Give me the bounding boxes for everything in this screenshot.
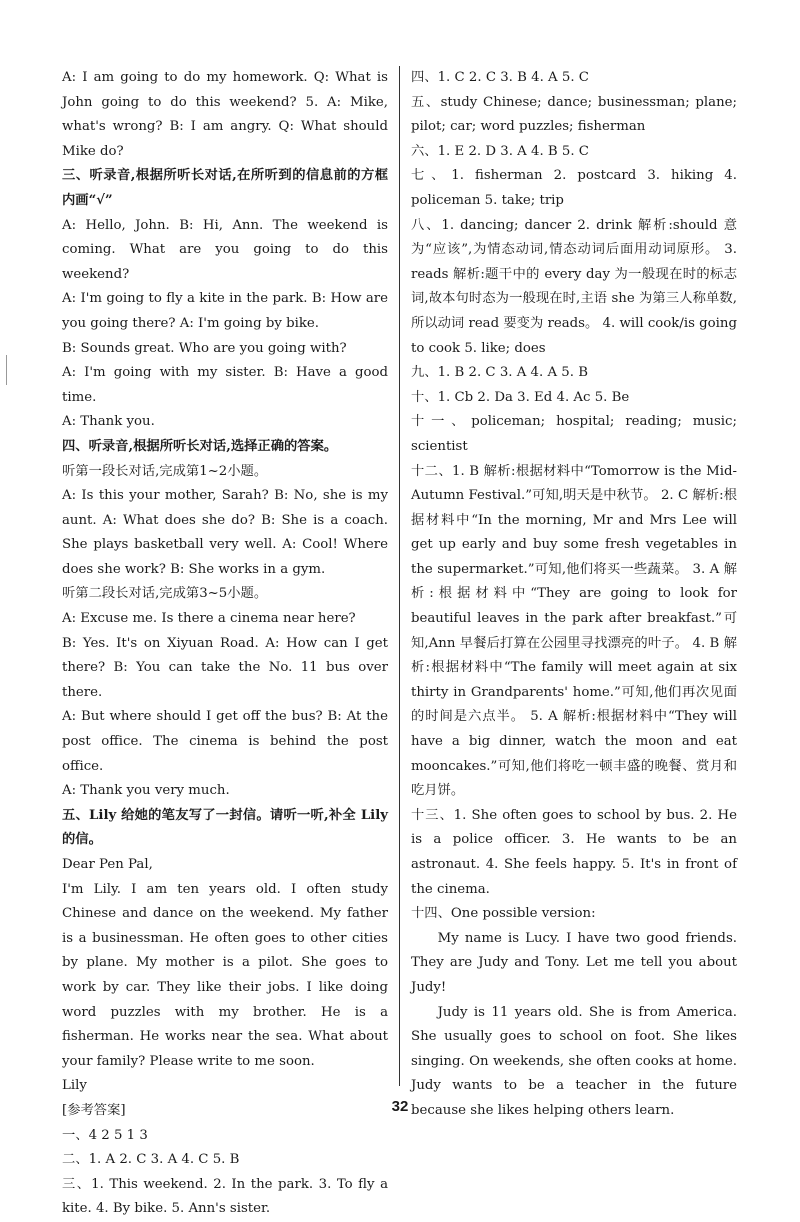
answer-line-9: 九、1. B 2. C 3. A 4. A 5. B	[411, 365, 588, 381]
answer-key-heading: [参考答案]	[62, 1102, 126, 1118]
answer-line-4: 四、1. C 2. C 3. B 4. A 5. C	[411, 70, 589, 85]
letter-greeting: Dear Pen Pal,	[62, 857, 153, 872]
left-line-14: A: Thank you very much.	[62, 783, 230, 799]
answer-line-10: 十、1. Cb 2. Da 3. Ed 4. Ac 5. Be	[411, 389, 630, 405]
left-line-0: A: I am going to do my homework. Q: What is John going to do this weekend? 5. A: Mike, what's wrong? B: I am angry. Q: What should Mike do?	[62, 70, 388, 159]
section-heading-3: 三、听录音,根据所听长对话,在所听到的信息前的方框内画“√”	[62, 168, 388, 208]
essay-paragraph-2: Judy is 11 years old. She is from America. She usually goes to school on foot. She likes singing. On weekends, she often cooks at home. Judy wants to be a teacher in the future because she likes helping others learn.	[411, 1004, 737, 1118]
left-line-11: A: Excuse me. Is there a cinema near here?	[62, 611, 356, 627]
left-line-13: A: But where should I get off the bus? B: At the post office. The cinema is behind the post office.	[62, 709, 388, 774]
left-line-8: 听第一段长对话,完成第1~2小题。	[62, 463, 268, 479]
right-column	[411, 66, 737, 1124]
letter-signature: Lily	[62, 1078, 87, 1094]
answer-line-5: 五、study Chinese; dance; businessman; plane; pilot; car; word puzzles; fisherman	[411, 94, 737, 135]
answer-line-13: 十三、1. She often goes to school by bus. 2. He is a police officer. 3. He wants to be an astronaut. 4. She feels happy. 5. It's in front of the cinema.	[411, 807, 737, 897]
left-line-10: 听第二段长对话,完成第3~5小题。	[62, 586, 268, 602]
left-line-3: A: I'm going to fly a kite in the park. B: How are you going there? A: I'm going by bike.	[62, 291, 388, 331]
left-line-12: B: Yes. It's on Xiyuan Road. A: How can I get there? B: You can take the No. 11 bus over there.	[62, 635, 388, 700]
section-heading-5: 五、Lily 给她的笔友写了一封信。请听一听,补全 Lily 的信。	[62, 807, 388, 848]
left-column	[62, 66, 388, 1222]
answer-line-11: 十一、policeman; hospital; reading; music; scientist	[411, 414, 737, 454]
left-line-4: B: Sounds great. Who are you going with?	[62, 340, 347, 356]
answer-line-12: 十二、1. B 解析:根据材料中“Tomorrow is the Mid-Autumn Festival.”可知,明天是中秋节。 2. C 解析:根据材料中“In the morning, Mr and Mrs Lee will get up early and buy some fresh vegetables in the supermarket.”可知,他们将买一些蔬菜。 3. A 解析:根据材料中“They are going to look for beautiful leaves in the park after breakfast.”可知,Ann 早餐后打算在公园里寻找漂亮的叶子。 4. B 解析:根据材料中“The family will meet again at six thirty in Grandparents' home.”可知,他们再次见面的时间是六点半。 5. A 解析:根据材料中“They will have a big dinner, watch the moon and eat mooncakes.”可知,他们将吃一顿丰盛的晚餐、赏月和吃月饼。	[411, 463, 737, 799]
answer-line-3: 三、1. This weekend. 2. In the park. 3. To fly a kite. 4. By bike. 5. Ann's sister.	[62, 1176, 388, 1217]
answer-line-1: 一、4 2 5 1 3	[62, 1127, 148, 1143]
answer-line-2: 二、1. A 2. C 3. A 4. C 5. B	[62, 1152, 240, 1168]
left-line-2: A: Hello, John. B: Hi, Ann. The weekend is coming. What are you going to do this weekend?	[62, 217, 388, 282]
answer-line-6: 六、1. E 2. D 3. A 4. B 5. C	[411, 143, 589, 159]
left-line-6: A: Thank you.	[62, 414, 155, 430]
answer-line-14: 十四、One possible version:	[411, 906, 596, 922]
left-line-9: A: Is this your mother, Sarah? B: No, she is my aunt. A: What does she do? B: She is a coach. She plays basketball very well. A: Cool! Where does she work? B: She works in a gym.	[62, 488, 388, 577]
answer-line-7: 七、1. fisherman 2. postcard 3. hiking 4. policeman 5. take; trip	[411, 168, 737, 208]
section-heading-4: 四、听录音,根据所听长对话,选择正确的答案。	[62, 438, 338, 454]
left-line-5: A: I'm going with my sister. B: Have a good time.	[62, 365, 388, 405]
letter-body: I'm Lily. I am ten years old. I often study Chinese and dance on the weekend. My father is a businessman. He often goes to other cities by plane. My mother is a pilot. She goes to work by car. They like their jobs. I like doing word puzzles with my brother. He is a fisherman. He works near the sea. What about your family? Please write to me soon.	[62, 881, 388, 1069]
column-divider	[399, 66, 400, 1086]
margin-mark	[6, 355, 7, 385]
answer-line-8: 八、1. dancing; dancer 2. drink 解析:should 意为“应该”,为情态动词,情态动词后面用动词原形。 3. reads 解析:题干中的 every day 为一般现在时的标志词,故本句时态为一般现在时,主语 she 为第三人称单数,所以动词 read 要变为 reads。 4. will cook/is going to cook 5. like; does	[411, 217, 737, 356]
essay-paragraph-1: My name is Lucy. I have two good friends. They are Judy and Tony. Let me tell you about Judy!	[411, 930, 737, 995]
page-number: 32	[391, 1098, 409, 1115]
